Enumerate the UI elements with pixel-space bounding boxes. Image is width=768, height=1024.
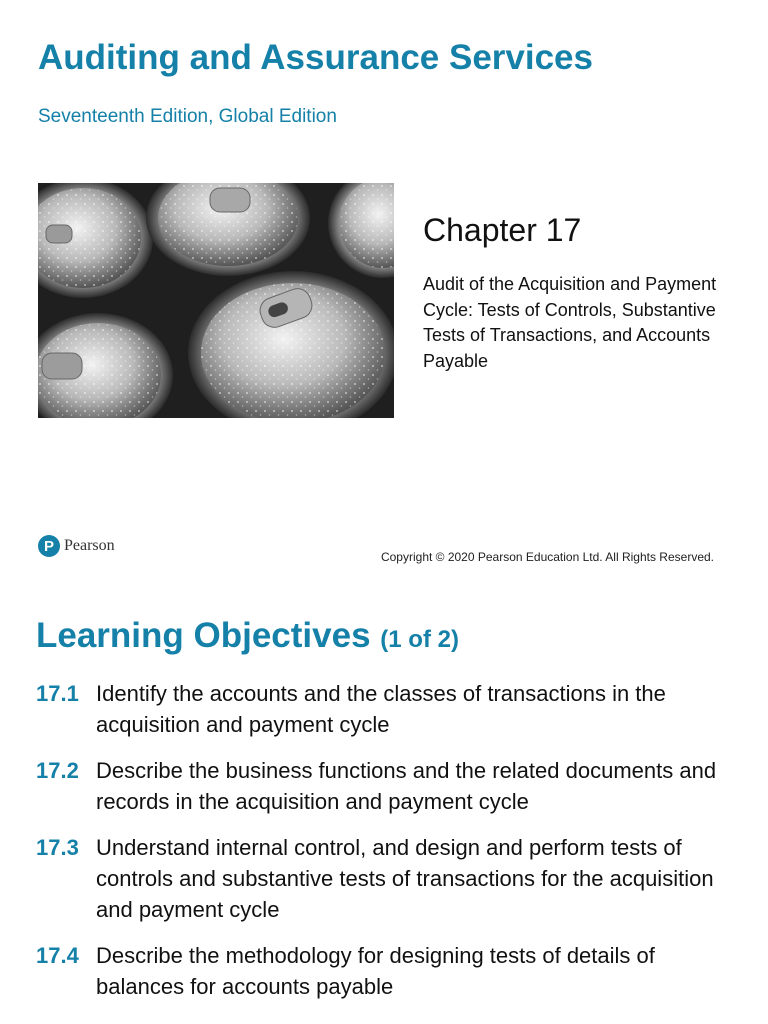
- objective-text: Identify the accounts and the classes of transactions in the acquisition and payment cycle: [96, 681, 666, 737]
- objective-item: [36, 755, 736, 817]
- objective-item: [36, 678, 736, 740]
- slide-count-label: (1 of 2): [380, 626, 459, 653]
- chapter-title: Chapter 17: [423, 212, 582, 248]
- pearson-logo-icon: P: [38, 535, 60, 557]
- pearson-logo: [38, 535, 115, 557]
- objective-text: Describe the business functions and the related documents and records in the acquisition and payment cycle: [96, 758, 717, 814]
- objective-number: 17.1: [36, 681, 79, 706]
- objective-item: [36, 832, 736, 925]
- objective-number: 17.3: [36, 835, 79, 860]
- objective-item: [36, 940, 736, 1002]
- learning-objectives-title: [36, 616, 459, 656]
- edition-subtitle: Seventeenth Edition, Global Edition: [38, 106, 337, 127]
- objectives-list: [36, 678, 736, 1017]
- book-title: Auditing and Assurance Services: [38, 38, 593, 77]
- objective-number: 17.4: [36, 943, 79, 968]
- chapter-description: Audit of the Acquisition and Payment Cycle: Tests of Controls, Substantive Tests of Transactions, and Accounts Payable: [423, 274, 717, 371]
- learning-objectives-heading: Learning Objectives: [36, 616, 371, 655]
- objective-text: Understand internal control, and design and perform tests of controls and substantive tests of transactions for the acquisition and payment cycle: [96, 835, 714, 922]
- learning-objectives-slide: [0, 588, 768, 1024]
- objective-text: Describe the methodology for designing tests of details of balances for accounts payable: [96, 943, 655, 999]
- soda-cans-photo: [38, 183, 394, 418]
- pearson-wordmark: Pearson: [64, 537, 115, 554]
- objective-number: 17.2: [36, 758, 79, 783]
- copyright-notice: Copyright © 2020 Pearson Education Ltd. All Rights Reserved.: [380, 550, 714, 564]
